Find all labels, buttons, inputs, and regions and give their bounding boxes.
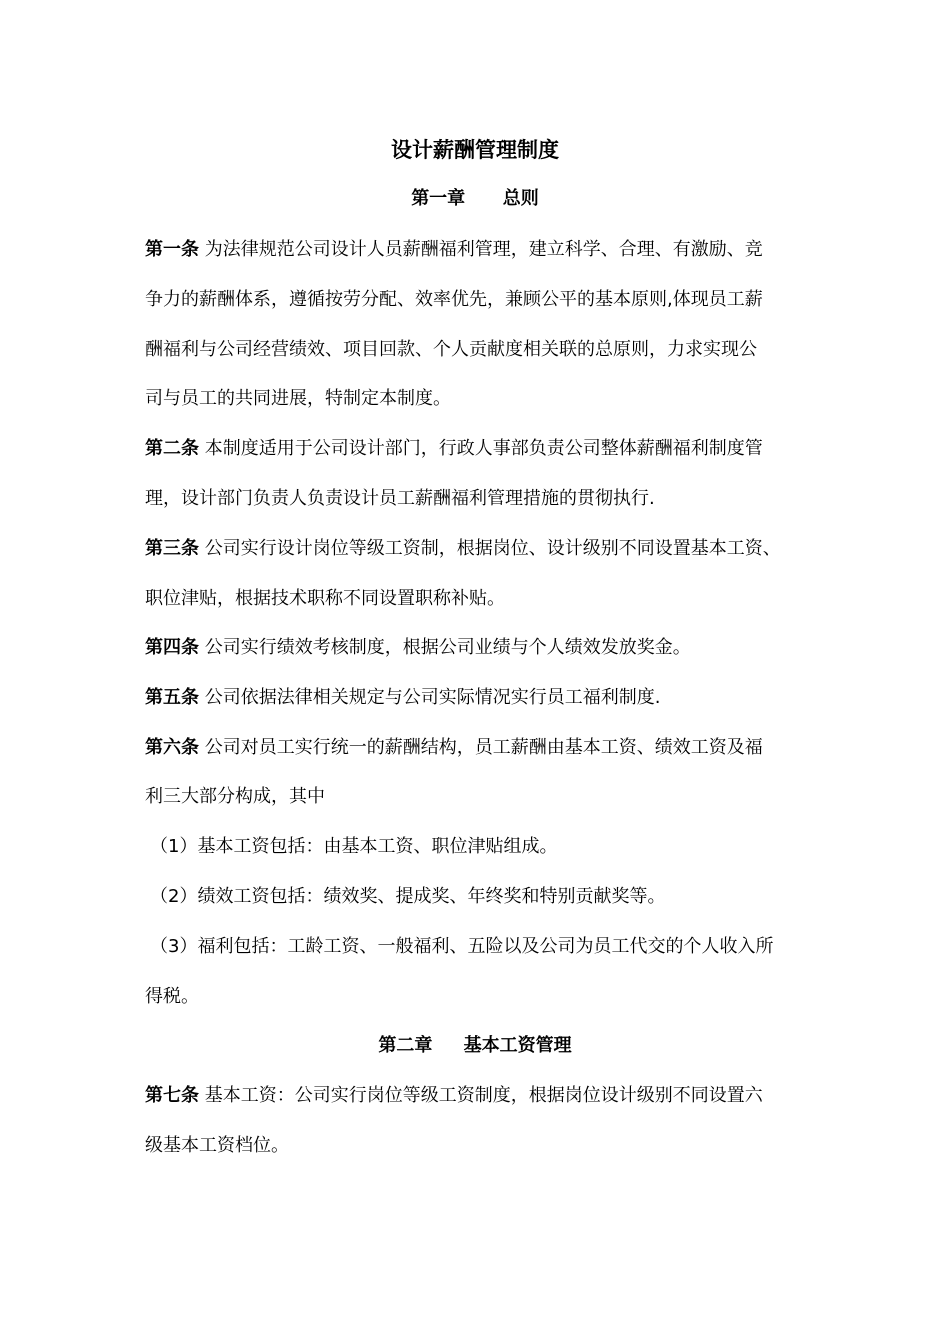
article-7-line-2: 级基本工资档位。 <box>145 1135 289 1156</box>
article-1-line-4: 司与员工的共同进展，特制定本制度。 <box>145 388 451 409</box>
article-5-line-1 <box>145 685 660 711</box>
article-text: 为法律规范公司设计人员薪酬福利管理，建立科学、合理、有激励、竞 <box>199 239 763 260</box>
chapter-heading-1: 第一章 总则 <box>411 188 539 209</box>
article-label: 第四条 <box>145 637 199 658</box>
article-3-line-2: 职位津贴，根据技术职称不同设置职称补贴。 <box>145 588 505 609</box>
list-item-1: （1）基本工资包括：由基本工资、职位津贴组成。 <box>150 836 558 857</box>
article-6-line-1 <box>145 735 763 761</box>
document-title: 设计薪酬管理制度 <box>391 138 559 162</box>
article-text: 公司对员工实行统一的薪酬结构，员工薪酬由基本工资、绩效工资及福 <box>199 737 763 758</box>
article-label: 第一条 <box>145 239 199 260</box>
article-label: 第六条 <box>145 737 199 758</box>
list-item-3-line-2: 得税。 <box>145 986 199 1007</box>
article-label: 第五条 <box>145 687 199 708</box>
article-text: 公司依据法律相关规定与公司实际情况实行员工福利制度. <box>199 687 661 708</box>
list-item-3-line-1: （3）福利包括：工龄工资、一般福利、五险以及公司为员工代交的个人收入所 <box>150 936 774 957</box>
article-text: 基本工资：公司实行岗位等级工资制度，根据岗位设计级别不同设置六 <box>199 1085 763 1106</box>
article-2-line-1 <box>145 436 763 462</box>
article-1-line-1 <box>145 237 763 263</box>
list-item-2: （2）绩效工资包括：绩效奖、提成奖、年终奖和特别贡献奖等。 <box>150 886 666 907</box>
article-3-line-1 <box>145 536 781 562</box>
article-7-line-1 <box>145 1083 763 1109</box>
article-1-line-2: 争力的薪酬体系，遵循按劳分配、效率优先，兼顾公平的基本原则,体现员工薪 <box>145 289 763 310</box>
article-text: 公司实行设计岗位等级工资制，根据岗位、设计级别不同设置基本工资、 <box>199 538 781 559</box>
article-label: 第二条 <box>145 438 199 459</box>
article-text: 公司实行绩效考核制度，根据公司业绩与个人绩效发放奖金。 <box>199 637 691 658</box>
article-2-line-2: 理，设计部门负责人负责设计员工薪酬福利管理措施的贯彻执行. <box>145 488 655 509</box>
article-text: 本制度适用于公司设计部门，行政人事部负责公司整体薪酬福利制度管 <box>199 438 763 459</box>
article-6-line-2: 利三大部分构成，其中 <box>145 786 325 807</box>
article-1-line-3: 酬福利与公司经营绩效、项目回款、个人贡献度相关联的总原则，力求实现公 <box>145 339 757 360</box>
article-label: 第七条 <box>145 1085 199 1106</box>
chapter-heading-2: 第二章 基本工资管理 <box>378 1035 572 1056</box>
article-label: 第三条 <box>145 538 199 559</box>
article-4-line-1 <box>145 635 691 661</box>
